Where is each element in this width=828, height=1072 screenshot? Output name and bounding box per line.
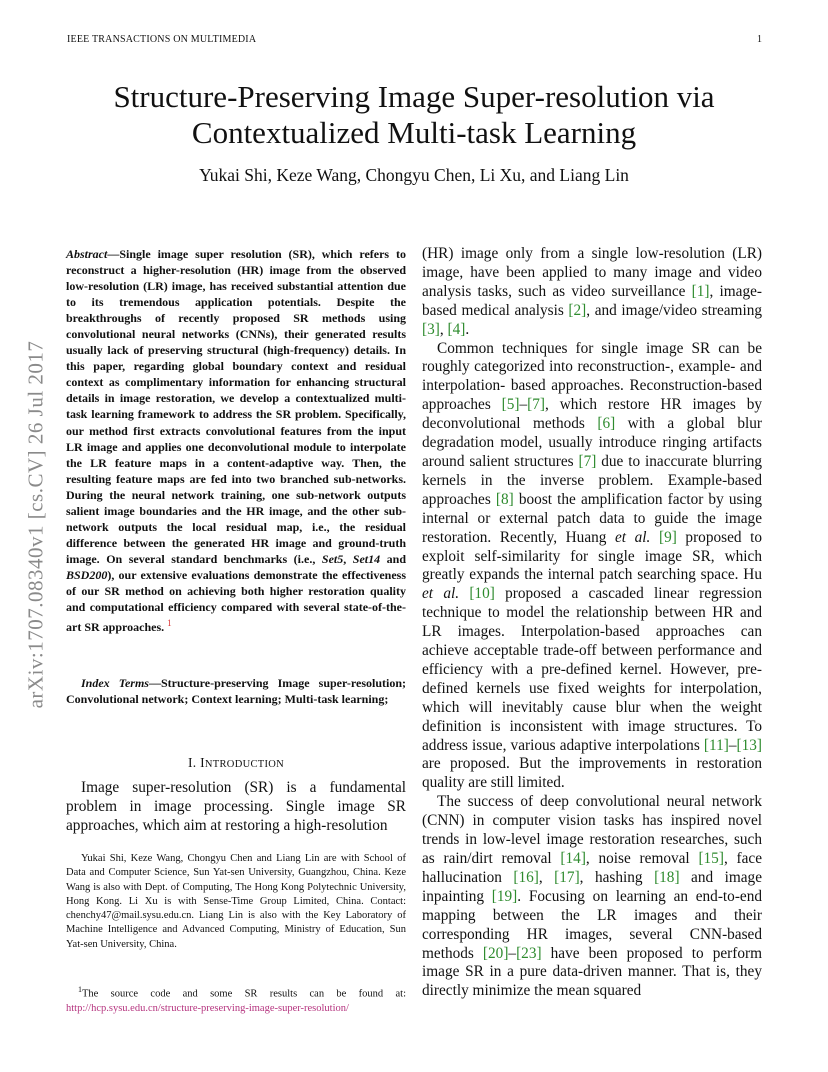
- right-paragraph-3: The success of deep convolutional neural network (CNN) in computer vision tasks has inspired novel trends in low-level image restoration researches, such as rain/dirt removal [14], noise removal [15], face hallucination [16], [17], hashing [18] and image inpainting [19]. Focusing on learning an end-to-end mapping between the LR images and their corresponding HR images, several CNN-based methods [20]–[23] have been proposed to perform image SR in a pure data-driven manner. That is, they directly minimize the mean squared: [422, 793, 763, 1000]
- citation-link[interactable]: [8]: [495, 490, 514, 508]
- citation-link[interactable]: [17]: [554, 868, 580, 886]
- abstract: [66, 246, 406, 635]
- journal-header: IEEE TRANSACTIONS ON MULTIMEDIA: [67, 34, 257, 45]
- citation-link[interactable]: [23]: [516, 944, 542, 962]
- page-number: 1: [757, 34, 763, 45]
- citation-link[interactable]: [7]: [578, 452, 597, 470]
- citation-link[interactable]: [19]: [491, 887, 518, 905]
- source-footnote-text: The source code and some SR results can be found at:: [82, 988, 406, 1000]
- citation-link[interactable]: [16]: [513, 868, 539, 886]
- citation-link[interactable]: [18]: [654, 868, 680, 886]
- citation-link[interactable]: [7]: [527, 396, 546, 414]
- abstract-text-end: ), our extensive evaluations demonstrate the effectiveness of our SR method on achieving both higher restoration quality and computational efficiency compared with several state-of-the-art SR approaches.: [66, 567, 406, 635]
- citation-link[interactable]: [5]: [501, 396, 520, 414]
- affiliation-footnote: [66, 852, 406, 952]
- benchmark-set14: Set14: [352, 551, 381, 566]
- citation-link[interactable]: [6]: [597, 415, 616, 433]
- citation-link[interactable]: [14]: [560, 850, 586, 867]
- intro-text: Image super-resolution (SR) is a fundamental problem in image processing. Single image SR approaches, which aim at restoring a high-resolution: [66, 779, 406, 834]
- citation-link[interactable]: [11]: [703, 736, 729, 754]
- right-paragraph-1: (HR) image only from a single low-resolution (LR) image, have been applied to many image and video analysis tasks, such as video surveillance [1], image-based medical analysis [2], and image/video streaming [3], [4].: [422, 245, 763, 338]
- section-heading: [66, 755, 406, 771]
- citation-link[interactable]: [3]: [422, 320, 440, 338]
- affiliation-text: Yukai Shi, Keze Wang, Chongyu Chen and Liang Lin are with School of Data and Computer Science, Sun Yat-sen University, Guangzhou, China. Keze Wang is also with Dept. of Computing, The Hong Kong Polytechnic University, Hong Kong. Li Xu is with Sense-Time Group Limited, China. Contact: chenchy47@mail.sysu.edu.cn. Liang Lin is also with the Key Laboratory of Machine Intelligence and Advanced Computing, Ministry of Education, Sun Yat-sen University, China.: [66, 853, 406, 950]
- paper-title: [60, 79, 768, 151]
- abstract-label: Abstract: [66, 247, 108, 261]
- abstract-text: —Single image super resolution (SR), which refers to reconstruct a higher-resolution (HR) image from the observed low-resolution (LR) image, has received substantial attention due to its tremendous application potentials. Despite the breakthroughs of recently proposed SR methods using convolutional neural networks (CNNs), their generated results usually lack of preserving structural (high-frequency) details. In this paper, regarding global boundary context and residual context as complimentary information for enhancing structural details in image restoration, we develop a contextualized multi-task learning framework to address the SR problem. Specifically, our method first extracts convolutional features from the input LR image and applies one deconvolutional module to interpolate the LR feature maps in a content-adaptive way. Then, the resulting feature maps are fed into two branched sub-networks. During the neural network training, one sub-network outputs salient image boundaries and the HR image, and the other sub-network outputs the local residual map, i.e., the residual difference between the generated HR image and ground-truth image. On several standard benchmarks (i.e.,: [66, 247, 406, 566]
- index-terms-label: Index Terms: [81, 676, 149, 690]
- abstract-separator: and: [380, 551, 407, 566]
- benchmark-bsd200: BSD200: [66, 567, 108, 582]
- index-terms-text: —Structure-preserving Image super-resolution; Convolutional network; Context learning; Multi-task learning;: [66, 676, 406, 707]
- author-list: Yukai Shi, Keze Wang, Chongyu Chen, Li Xu, and Liang Lin: [199, 165, 629, 185]
- citation-link[interactable]: [4]: [447, 320, 466, 338]
- index-terms: [66, 675, 406, 707]
- title-line-2: Contextualized Multi-task Learning: [191, 115, 637, 150]
- source-code-link[interactable]: http://hcp.sysu.edu.cn/structure-preserving-image-super-resolution/: [66, 1002, 349, 1014]
- source-footnote: [66, 983, 406, 1016]
- arxiv-stamp: arXiv:1707.08340v1 [cs.CV] 26 Jul 2017: [23, 340, 48, 709]
- section-title-rest: NTRODUCTION: [204, 759, 285, 770]
- et-al: et al.: [615, 528, 651, 546]
- et-al: et al.: [422, 585, 460, 603]
- citation-link[interactable]: [10]: [469, 585, 495, 603]
- citation-link[interactable]: [15]: [698, 850, 724, 867]
- benchmark-set5: Set5: [321, 551, 344, 566]
- citation-link[interactable]: [13]: [736, 736, 762, 754]
- abstract-separator: ,: [343, 551, 353, 566]
- title-line-1: Structure-Preserving Image Super-resolution via: [113, 79, 715, 114]
- citation-link[interactable]: [9]: [658, 528, 677, 546]
- section-numeral: I.: [187, 755, 201, 770]
- section-initial: I: [200, 755, 205, 770]
- citation-link[interactable]: [20]: [482, 944, 509, 962]
- footnote-marker[interactable]: 1: [167, 618, 172, 629]
- intro-paragraph: [66, 779, 406, 836]
- citation-link[interactable]: [2]: [568, 301, 587, 319]
- citation-link[interactable]: [1]: [691, 282, 710, 300]
- right-column: [422, 245, 762, 1001]
- source-footnote-mark: 1: [78, 985, 82, 994]
- right-paragraph-2: Common techniques for single image SR can be roughly categorized into reconstruction-, example- and interpolation- based approaches. Reconstruction-based approaches [5]–[7], which restore HR images by deconvolutional methods [6] with a global blur degradation model, usually introduce ringing artifacts around salient structures [7] due to inaccurate blurring kernels in the inverse problem. Example-based approaches [8] boost the amplification factor by using internal or external patch data to guide the image restoration. Recently, Huang et al. [9] proposed to exploit self-similarity for single image SR, which greatly expands the internal patch searching space. Hu et al. [10] proposed a cascaded linear regression technique to model the relationship between HR and LR images. Interpolation-based approaches can achieve acceptable trade-off between performance and efficiency with a pre-defined kernel. However, pre-defined kernels use fixed weights for interpolation, which will inevitably cause blur when the weight definition is inconsistent with image structures. To address issue, various adaptive interpolations [11]–[13] are proposed. But the improvements in restoration quality are still limited.: [422, 339, 763, 792]
